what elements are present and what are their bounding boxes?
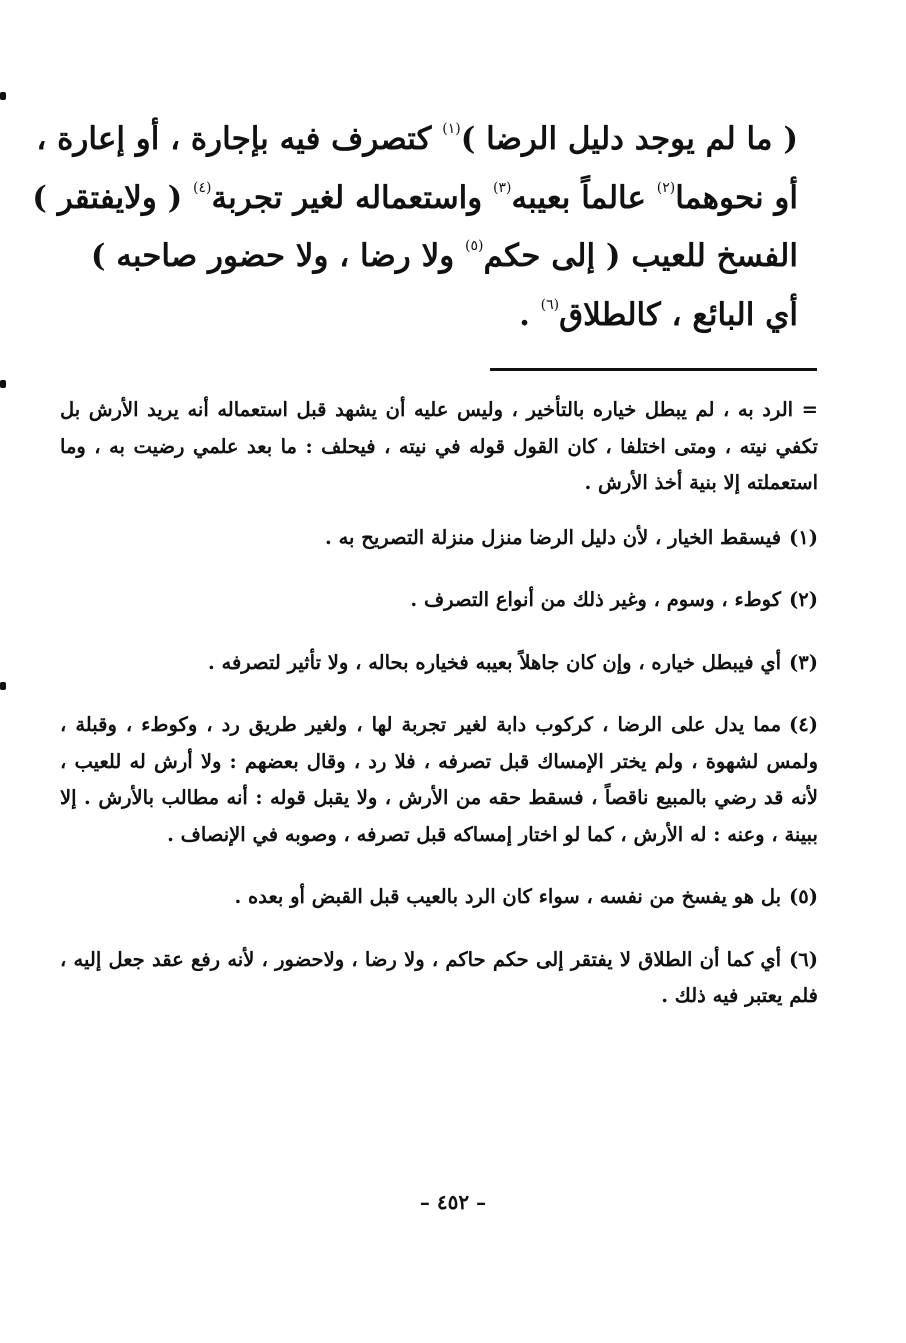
footnote-number: (٢) (789, 588, 818, 611)
footnote-separator (490, 368, 817, 371)
page-number: – ٤٥٢ – (419, 1190, 487, 1214)
footnote-text: بل هو يفسخ من نفسه ، سواء كان الرد بالعيب قبل القبض أو بعده . (234, 885, 782, 908)
main-text-line: الفسخ للعيب ( إلى حكم$^{(٥)}$ ولا رضا ، ولا حضور صاحبه ) (90, 238, 798, 274)
edge-mark-lower (0, 682, 6, 690)
footnotes (60, 392, 818, 1041)
footnote-text: فيسقط الخيار ، لأن دليل الرضا منزل منزلة التصريح به . (325, 525, 782, 549)
footnote-5 (60, 879, 818, 916)
footnote-text: مما يدل على الرضا ، كركوب دابة لغير تجربة لها ، ولغير طريق رد ، وكوطء ، وقبلة ، ولمس لشهوة ، ولم يختر الإمساك قبل تصرفه ، فلا رد ، وقال بعضهم : ولا أرش له للعيب ، لأنه قد رضي بالمبيع ناقصاً ، فسقط حقه من الأرش ، ولا يقبل قوله : أنه مطالب بالأرش . إلا ببينة ، وعنه : له الأرش ، كما لو اختار إمساكه قبل تصرفه ، وصوبه في الإنصاف . (60, 713, 818, 846)
footnote-number: (٤) (789, 713, 818, 736)
footnote-1 (60, 520, 818, 557)
main-text-line: أي البائع ، كالطلاق$^{(٦)}$ . (519, 296, 798, 333)
footnote-number: (١) (789, 525, 818, 549)
footnote-3 (60, 645, 818, 682)
footnote-number: (٦) (789, 947, 818, 971)
main-text-line: ( ما لم يوجد دليل الرضا )$^{(١)}$ كتصرف فيه بإجارة ، أو إعارة ، (36, 121, 798, 157)
footnote-text: أي فيبطل خياره ، وإن كان جاهلاً بعيبه فخياره بحاله ، ولا تأثير لتصرفه . (207, 650, 782, 674)
footnote-text: كوطء ، وسوم ، وغير ذلك من أنواع التصرف . (410, 588, 782, 611)
footnote-6 (60, 942, 818, 1015)
footnote-continuation: = الرد به ، لم يبطل خياره بالتأخير ، وليس عليه أن يشهد قبل استعماله أنه يريد الأرش بل تكفي نيته ، ومتى اختلفا ، كان القول قوله في نيته ، فيحلف : ما بعد علمي رضيت به ، وما استعملته إلا بنية أخذ الأرش . (60, 398, 818, 494)
main-text-line: أو نحوهما$^{(٢)}$ عالماً بعيبه$^{(٣)}$ واستعماله لغير تجربة$^{(٤)}$ ( ولايفتقر ) (32, 179, 798, 216)
footnote-4 (60, 707, 818, 853)
footnote-number: (٣) (789, 650, 818, 674)
footnote-2 (60, 582, 818, 619)
edge-mark-top (0, 92, 6, 100)
main-text (32, 110, 798, 344)
footnote-number: (٥) (789, 885, 818, 908)
footnote-text: أي كما أن الطلاق لا يفتقر إلى حكم حاكم ، ولا رضا ، ولاحضور ، لأنه رفع عقد جعل إليه ، فلم يعتبر فيه ذلك . (60, 947, 818, 1007)
edge-mark-middle (0, 380, 6, 388)
